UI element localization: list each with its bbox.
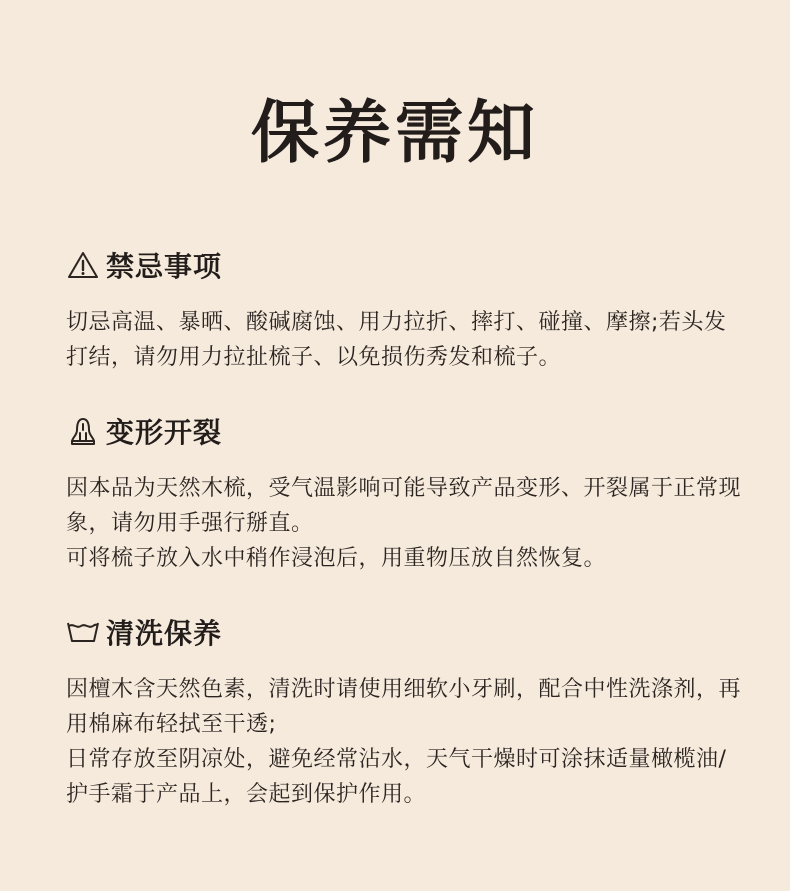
section-cleaning	[66, 612, 746, 812]
section-title: 清洗保养	[106, 617, 223, 650]
paragraph: 可将梳子放入水中稍作浸泡后，用重物压放自然恢复。	[66, 546, 607, 571]
paragraph: 日常存放至阴凉处，避免经常沾水，天气干燥时可涂抹适量橄榄油/护手霜于产品上，会起到保护作用。	[66, 747, 727, 807]
paragraph: 因檀木含天然色素，清洗时请使用细软小牙刷，配合中性洗涤剂，再用棉麻布轻拭至干透;	[66, 677, 742, 737]
paragraph: 因本品为天然木梳，受气温影响可能导致产品变形、开裂属于正常现象，请勿用手强行掰直。	[66, 476, 742, 536]
section-title: 禁忌事项	[106, 250, 223, 283]
deformation-icon	[66, 414, 100, 448]
section-body	[66, 305, 746, 375]
section-body	[66, 471, 746, 576]
section-taboos	[66, 245, 746, 375]
section-header	[66, 245, 746, 285]
page-title: 保养需知	[250, 93, 539, 173]
section-header	[66, 612, 746, 652]
wash-basin-icon	[66, 615, 100, 649]
section-title: 变形开裂	[106, 416, 223, 449]
section-header	[66, 411, 746, 451]
paragraph: 切忌高温、暴晒、酸碱腐蚀、用力拉折、摔打、碰撞、摩擦;若头发打结，请勿用力拉扯梳子、以免损伤秀发和梳子。	[66, 310, 727, 370]
section-body	[66, 672, 746, 812]
warning-triangle-icon	[66, 248, 100, 282]
section-deformation	[66, 411, 746, 576]
